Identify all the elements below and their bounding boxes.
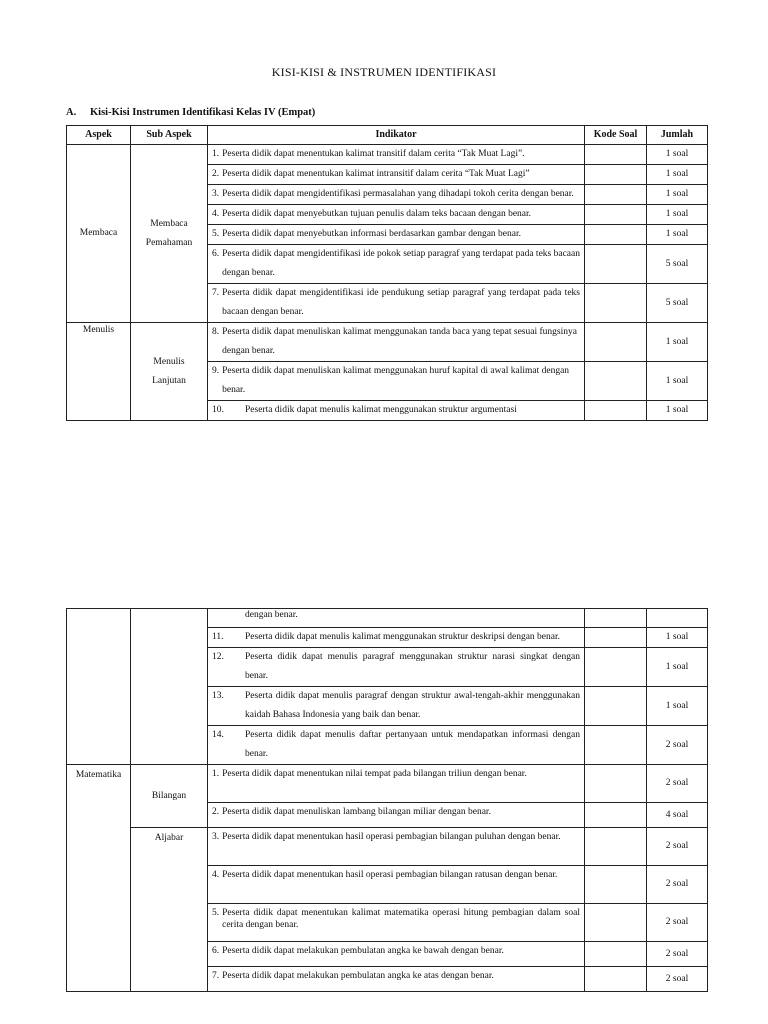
table-header-row [67, 126, 708, 145]
jumlah-cell: 1 soal [647, 185, 708, 205]
jumlah-cell: 1 soal [647, 687, 708, 726]
indikator-cell [208, 185, 585, 205]
kode-soal-cell [585, 765, 647, 803]
kisi-table-2 [66, 608, 708, 992]
kode-soal-cell [585, 362, 647, 401]
indikator-number: 8. [212, 327, 220, 337]
header-kode-soal: Kode Soal [585, 126, 647, 145]
indikator-number: 4. [212, 870, 220, 880]
header-indikator: Indikator [208, 126, 585, 145]
section-heading [66, 107, 315, 118]
kode-soal-cell [585, 687, 647, 726]
kisi-table-1 [66, 125, 708, 421]
indikator-cell [208, 828, 585, 866]
indikator-text: Peserta didik dapat menentukan kalimat intransitif dalam cerita “Tak Muat Lagi” [222, 169, 530, 179]
jumlah-cell: 5 soal [647, 245, 708, 284]
indikator-cell [208, 609, 585, 628]
indikator-number: 13. [212, 691, 224, 701]
indikator-number: 2. [212, 807, 220, 817]
indikator-text: Peserta didik dapat menentukan hasil operasi pembagian bilangan ratusan dengan benar. [222, 870, 558, 880]
indikator-cell [208, 323, 585, 362]
indikator-cell [208, 205, 585, 225]
indikator-cell [208, 165, 585, 185]
indikator-text: Peserta didik dapat mengidentifikasi ide pendukung setiap paragraf yang terdapat pada teks bacaan dengan benar. [222, 288, 580, 317]
jumlah-cell: 2 soal [647, 866, 708, 904]
header-jumlah: Jumlah [647, 126, 708, 145]
jumlah-cell: 5 soal [647, 284, 708, 323]
kode-soal-cell [585, 284, 647, 323]
indikator-cell [208, 803, 585, 828]
header-sub-aspek: Sub Aspek [131, 126, 208, 145]
table-row [67, 765, 708, 803]
jumlah-cell: 2 soal [647, 967, 708, 992]
indikator-number: 1. [212, 149, 220, 159]
kode-soal-cell [585, 942, 647, 967]
indikator-text: Peserta didik dapat menulis kalimat menggunakan struktur deskripsi dengan benar. [245, 632, 561, 642]
table-row [67, 828, 708, 866]
indikator-number: 3. [212, 189, 220, 199]
sub-aspek-cell-aljabar: Aljabar [131, 828, 208, 992]
indikator-cell [208, 726, 585, 765]
indikator-cell [208, 145, 585, 165]
kode-soal-cell [585, 205, 647, 225]
table-row [67, 145, 708, 165]
indikator-number: 2. [212, 169, 220, 179]
indikator-text: Peserta didik dapat melakukan pembulatan angka ke atas dengan benar. [222, 971, 494, 981]
indikator-number: 5. [212, 908, 220, 918]
indikator-text: Peserta didik dapat menyebutkan informasi berdasarkan gambar dengan benar. [222, 229, 522, 239]
indikator-number: 6. [212, 249, 220, 259]
indikator-text: Peserta didik dapat melakukan pembulatan angka ke bawah dengan benar. [222, 946, 504, 956]
kode-soal-cell [585, 828, 647, 866]
kode-soal-cell [585, 726, 647, 765]
indikator-text: Peserta didik dapat mengidentifikasi permasalahan yang dihadapi tokoh cerita dengan benar. [222, 189, 574, 199]
kode-soal-cell [585, 609, 647, 628]
kode-soal-cell [585, 967, 647, 992]
kode-soal-cell [585, 225, 647, 245]
table-row [67, 609, 708, 628]
indikator-cell [208, 866, 585, 904]
sub-aspek-cell-membaca-pemahaman [131, 145, 208, 323]
sub-aspek-label: Membaca Pemahaman [145, 218, 193, 248]
jumlah-cell: 2 soal [647, 828, 708, 866]
aspek-cell-continued [67, 609, 131, 765]
indikator-text: Peserta didik dapat menentukan kalimat transitif dalam cerita “Tak Muat Lagi”. [222, 149, 525, 159]
indikator-text: Peserta didik dapat menulis daftar pertanyaan untuk mendapatkan informasi dengan benar. [245, 730, 580, 759]
kode-soal-cell [585, 628, 647, 648]
jumlah-cell: 1 soal [647, 165, 708, 185]
indikator-cell [208, 942, 585, 967]
indikator-cell [208, 362, 585, 401]
header-aspek: Aspek [67, 126, 131, 145]
indikator-cell [208, 225, 585, 245]
sub-aspek-cell-continued [131, 609, 208, 765]
indikator-cell [208, 765, 585, 803]
jumlah-cell: 1 soal [647, 205, 708, 225]
jumlah-cell: 1 soal [647, 401, 708, 421]
jumlah-cell: 1 soal [647, 225, 708, 245]
aspek-cell-matematika: Matematika [67, 765, 131, 992]
indikator-text: Peserta didik dapat menulis kalimat menggunakan struktur argumentasi [245, 405, 517, 415]
indikator-number: 12. [212, 652, 224, 662]
indikator-cell [208, 967, 585, 992]
kode-soal-cell [585, 401, 647, 421]
indikator-cell [208, 245, 585, 284]
indikator-number: 3. [212, 832, 220, 842]
indikator-cell [208, 284, 585, 323]
kode-soal-cell [585, 145, 647, 165]
jumlah-cell: 1 soal [647, 323, 708, 362]
indikator-cell [208, 687, 585, 726]
indikator-text: Peserta didik dapat menentukan hasil operasi pembagian bilangan puluhan dengan benar. [222, 832, 561, 842]
section-number: A. [66, 107, 77, 118]
indikator-number: 11. [212, 632, 224, 642]
jumlah-cell [647, 609, 708, 628]
indikator-text: Peserta didik dapat menuliskan kalimat menggunakan tanda baca yang tepat sesuai fungsinya dengan benar. [222, 327, 577, 356]
indikator-text: dengan benar. [245, 610, 298, 620]
indikator-number: 4. [212, 209, 220, 219]
sub-aspek-cell-menulis-lanjutan [131, 323, 208, 421]
jumlah-cell: 1 soal [647, 362, 708, 401]
indikator-text: Peserta didik dapat menulis paragraf menggunakan struktur narasi singkat dengan benar. [245, 652, 580, 681]
indikator-number: 6. [212, 946, 220, 956]
indikator-cell [208, 904, 585, 942]
kode-soal-cell [585, 185, 647, 205]
jumlah-cell: 2 soal [647, 942, 708, 967]
aspek-cell-menulis: Menulis [67, 323, 131, 421]
indikator-text: Peserta didik dapat menentukan nilai tempat pada bilangan triliun dengan benar. [222, 769, 527, 779]
indikator-text: Peserta didik dapat menentukan kalimat matematika operasi hitung pembagian dalam soal cerita dengan benar. [222, 908, 580, 930]
sub-aspek-cell-bilangan: Bilangan [131, 765, 208, 828]
indikator-cell [208, 648, 585, 687]
jumlah-cell: 1 soal [647, 628, 708, 648]
kode-soal-cell [585, 648, 647, 687]
section-label: Kisi-Kisi Instrumen Identifikasi Kelas IV (Empat) [90, 107, 316, 118]
jumlah-cell: 1 soal [647, 145, 708, 165]
jumlah-cell: 1 soal [647, 648, 708, 687]
kode-soal-cell [585, 323, 647, 362]
indikator-text: Peserta didik dapat menuliskan kalimat menggunakan huruf kapital di awal kalimat dengan benar. [222, 366, 570, 395]
indikator-text: Peserta didik dapat menyebutkan tujuan penulis dalam teks bacaan dengan benar. [222, 209, 532, 219]
indikator-number: 9. [212, 366, 220, 376]
aspek-cell-membaca: Membaca [67, 145, 131, 323]
indikator-cell [208, 401, 585, 421]
indikator-number: 7. [212, 971, 220, 981]
document-title: KISI-KISI & INSTRUMEN IDENTIFIKASI [271, 65, 497, 79]
jumlah-cell: 2 soal [647, 765, 708, 803]
indikator-number: 14. [212, 730, 224, 740]
jumlah-cell: 2 soal [647, 904, 708, 942]
indikator-number: 7. [212, 288, 220, 298]
indikator-number: 1. [212, 769, 220, 779]
kode-soal-cell [585, 866, 647, 904]
sub-aspek-label: Menulis Lanjutan [152, 356, 186, 386]
kode-soal-cell [585, 165, 647, 185]
indikator-cell [208, 628, 585, 648]
indikator-text: Peserta didik dapat mengidentifikasi ide pokok setiap paragraf yang terdapat pada teks bacaan dengan benar. [222, 249, 580, 278]
table-row [67, 323, 708, 362]
indikator-number: 10. [212, 405, 224, 415]
kode-soal-cell [585, 803, 647, 828]
indikator-text: Peserta didik dapat menuliskan lambang bilangan miliar dengan benar. [222, 807, 491, 817]
indikator-number: 5. [212, 229, 220, 239]
kode-soal-cell [585, 245, 647, 284]
kode-soal-cell [585, 904, 647, 942]
jumlah-cell: 2 soal [647, 726, 708, 765]
jumlah-cell: 4 soal [647, 803, 708, 828]
indikator-text: Peserta didik dapat menulis paragraf dengan struktur awal-tengah-akhir menggunakan kaidah Bahasa Indonesia yang baik dan benar. [245, 691, 580, 720]
